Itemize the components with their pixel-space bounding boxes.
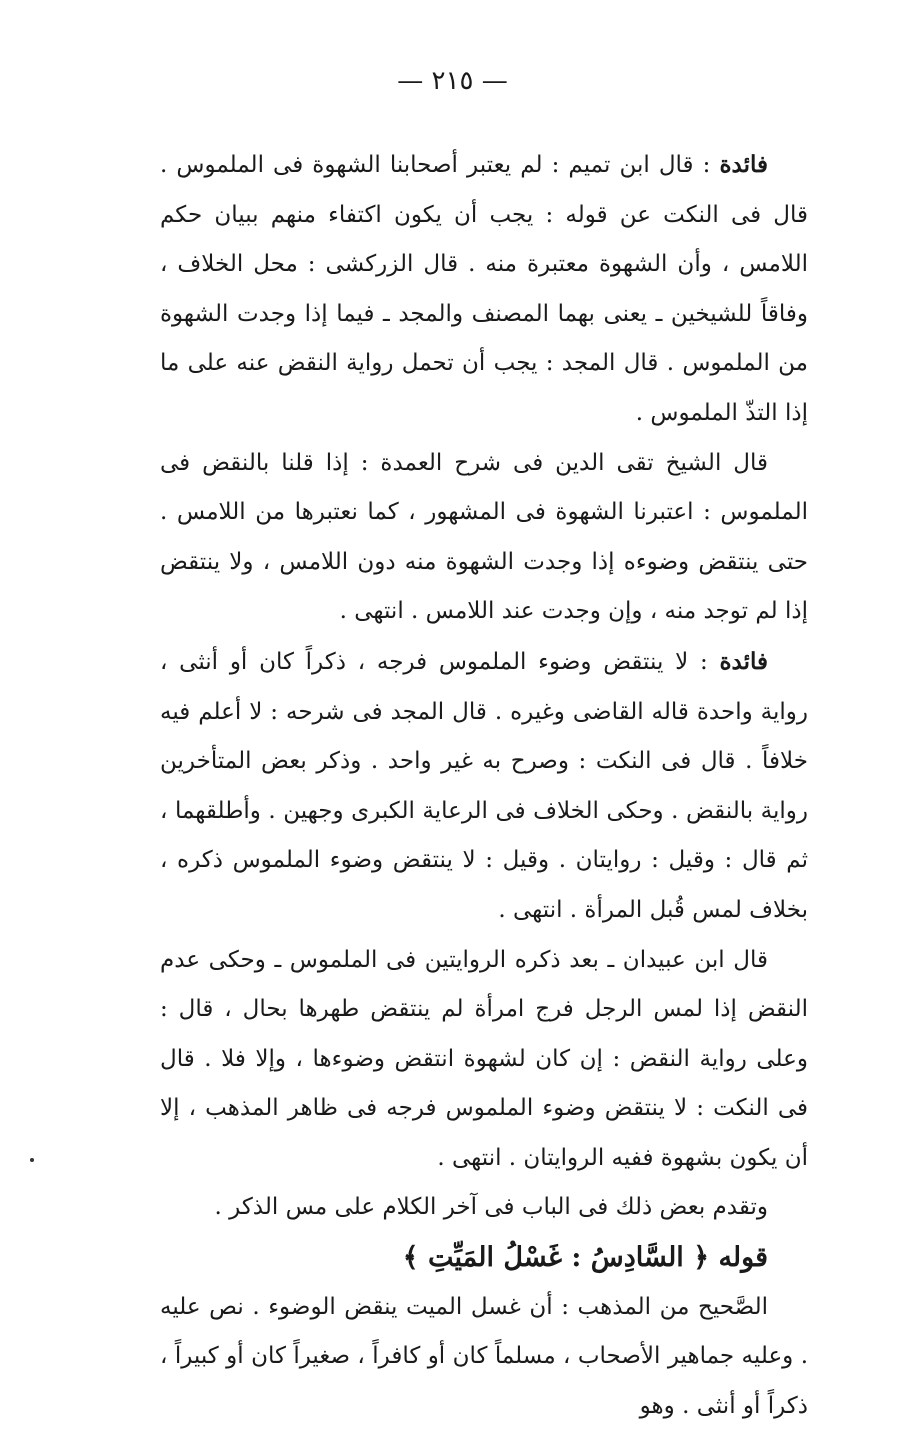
paragraph-text: : لا ينتقض وضوء الملموس فرجه ، ذكراً كان أو أنثى ، رواية واحدة قاله القاضى وغيره . قال المجد فى شرحه : لا أعلم فيه خلافاً . قال فى النكت : وصرح به غير واحد . وذكر بعض المتأخرين رواية بالنقض . وحكى الخلاف فى الرعاية الكبرى وجهين . وأطلقهما ، ثم قال : وقيل : روايتان . وقيل : لا ينتقض وضوء الملموس ذكره ، بخلاف لمس قُبل المرأة . انتهى . — [160, 648, 808, 923]
paragraph-1 — [160, 140, 808, 439]
closing-paragraph — [160, 1283, 808, 1431]
section-heading — [160, 1233, 808, 1283]
paragraph-term: فائدة — [719, 647, 768, 675]
paragraph-term: فائدة — [719, 151, 768, 178]
section-label: قوله — [718, 1242, 768, 1274]
paragraph-text: قال ابن عبيدان ـ بعد ذكره الروايتين فى الملموس ـ وحكى عدم النقض إذا لمس الرجل فرج امرأة لم ينتقض طهرها بحال ، قال : وعلى رواية النقض : إن كان لشهوة انتقض وضوءها ، وإلا فلا . قال فى النكت : لا ينتقض وضوء الملموس فرجه فى ظاهر المذهب ، إلا أن يكون بشهوة ففيه الروايتان . انتهى . — [160, 946, 808, 1171]
margin-mark — [30, 1158, 34, 1162]
page-number-header: — ٢١٥ — — [397, 66, 508, 96]
section-title: ﴿ السَّادِسُ : غَسْلُ المَيِّتِ ﴾ — [402, 1242, 710, 1274]
paragraph-text: : قال ابن تميم : لم يعتبر أصحابنا الشهوة فى الملموس . قال فى النكت عن قوله : يجب أن يكون اكتفاء منهم ببيان حكم اللامس ، وأن الشهوة معتبرة منه . قال الزركشى : محل الخلاف ، وفاقاً للشيخين ـ يعنى بهما المصنف والمجد ـ فيما إذا وجدت الشهوة من الملموس . قال المجد : يجب أن تحمل رواية النقض عنه على ما إذا التذّ الملموس . — [160, 152, 808, 426]
paragraph-text: الصَّحيح من المذهب : أن غسل الميت ينقض الوضوء . نص عليه . وعليه جماهير الأصحاب ، مسلماً كان أو كافراً ، صغيراً كان أو كبيراً ، ذكراً أو أنثى . وهو — [160, 1293, 808, 1419]
paragraph-3 — [160, 637, 808, 936]
paragraph-4 — [160, 936, 808, 1184]
paragraph-text: وتقدم بعض ذلك فى الباب فى آخر الكلام على مس الذكر . — [214, 1194, 768, 1221]
paragraph-2 — [160, 439, 808, 637]
paragraph-text: قال الشيخ تقى الدين فى شرح العمدة : إذا قلنا بالنقض فى الملموس : اعتبرنا الشهوة فى المشهور ، كما نعتبرها من اللامس . حتى ينتقض وضوءه إذا وجدت الشهوة منه دون اللامس ، ولا ينتقض إذا لم توجد منه ، وإن وجدت عند اللامس . انتهى . — [160, 449, 808, 625]
paragraph-5 — [160, 1183, 808, 1233]
page-body — [160, 140, 808, 1431]
